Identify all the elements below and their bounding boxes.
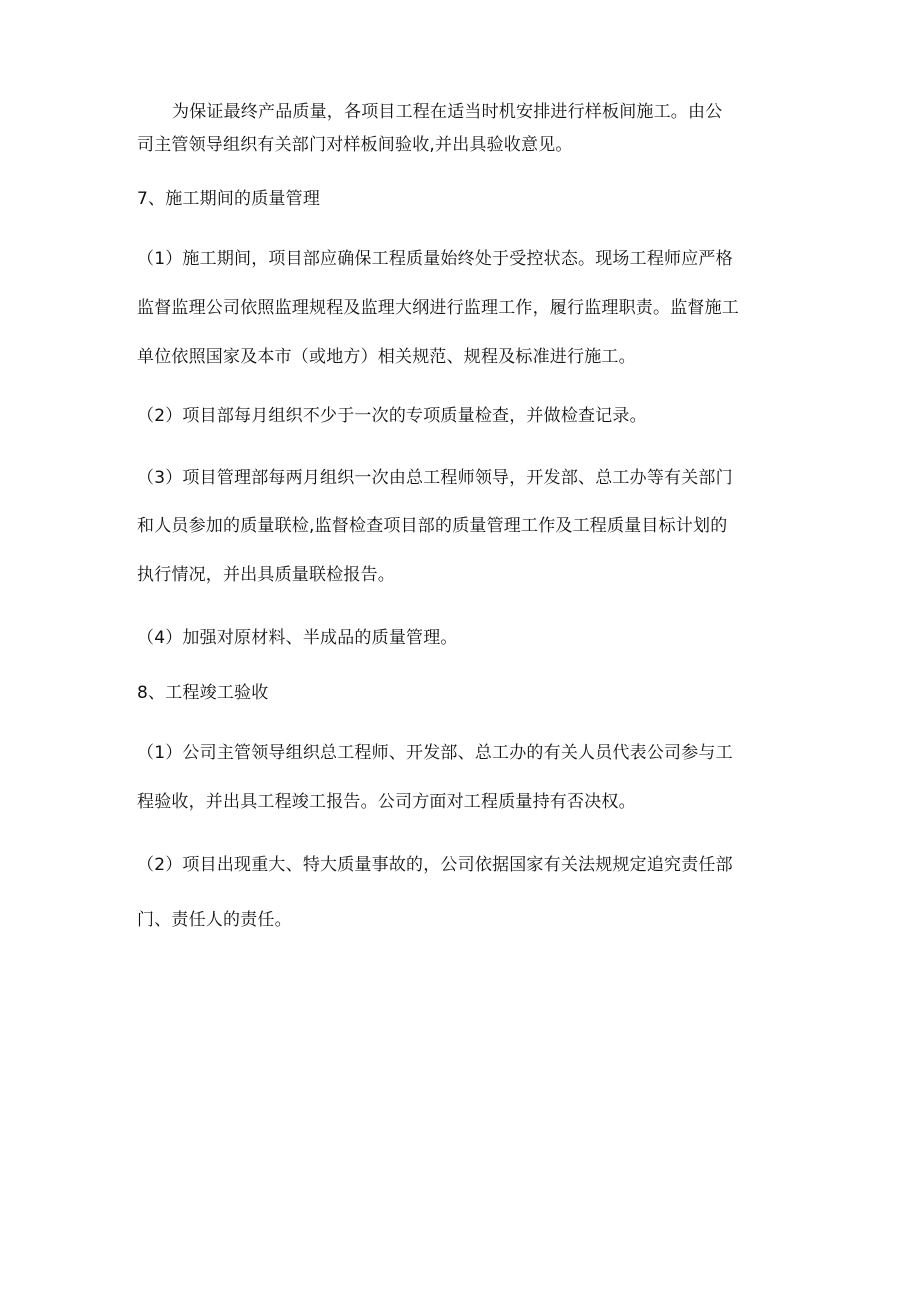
- section-7-item-1-line-2: 监督监理公司依照监理规程及监理大纲进行监理工作，履行监理职责。监督施工: [137, 298, 739, 318]
- section-8-item-2-line-1: （2）项目出现重大、特大质量事故的，公司依据国家有关法规规定追究责任部: [137, 855, 733, 875]
- section-8-heading: 8、工程竣工验收: [137, 683, 269, 703]
- section-8-item-1-line-1: （1）公司主管领导组织总工程师、开发部、总工办的有关人员代表公司参与工: [137, 743, 733, 763]
- section-7-item-4-line-1: （4）加强对原材料、半成品的质量管理。: [137, 628, 458, 648]
- section-7-item-1-line-1: （1）施工期间，项目部应确保工程质量始终处于受控状态。现场工程师应严格: [137, 249, 733, 269]
- section-7-item-3-line-2: 和人员参加的质量联检,监督检查项目部的质量管理工作及工程质量目标计划的: [137, 516, 728, 536]
- section-7-heading: 7、施工期间的质量管理: [137, 189, 321, 209]
- intro-line-1: 为保证最终产品质量，各项目工程在适当时机安排进行样板间施工。由公: [172, 102, 723, 122]
- section-8-item-1-line-2: 程验收，并出具工程竣工报告。公司方面对工程质量持有否决权。: [137, 792, 636, 812]
- section-7-item-1-line-3: 单位依照国家及本市（或地方）相关规范、规程及标准进行施工。: [137, 347, 636, 367]
- section-8-item-2-line-2: 门、责任人的责任。: [137, 910, 292, 930]
- intro-line-2: 司主管领导组织有关部门对样板间验收,并出具验收意见。: [137, 135, 573, 155]
- section-7-item-2-line-1: （2）项目部每月组织不少于一次的专项质量检查，并做检查记录。: [137, 406, 647, 426]
- section-7-item-3-line-3: 执行情况，并出具质量联检报告。: [137, 565, 395, 585]
- section-7-item-3-line-1: （3）项目管理部每两月组织一次由总工程师领导，开发部、总工办等有关部门: [137, 468, 733, 488]
